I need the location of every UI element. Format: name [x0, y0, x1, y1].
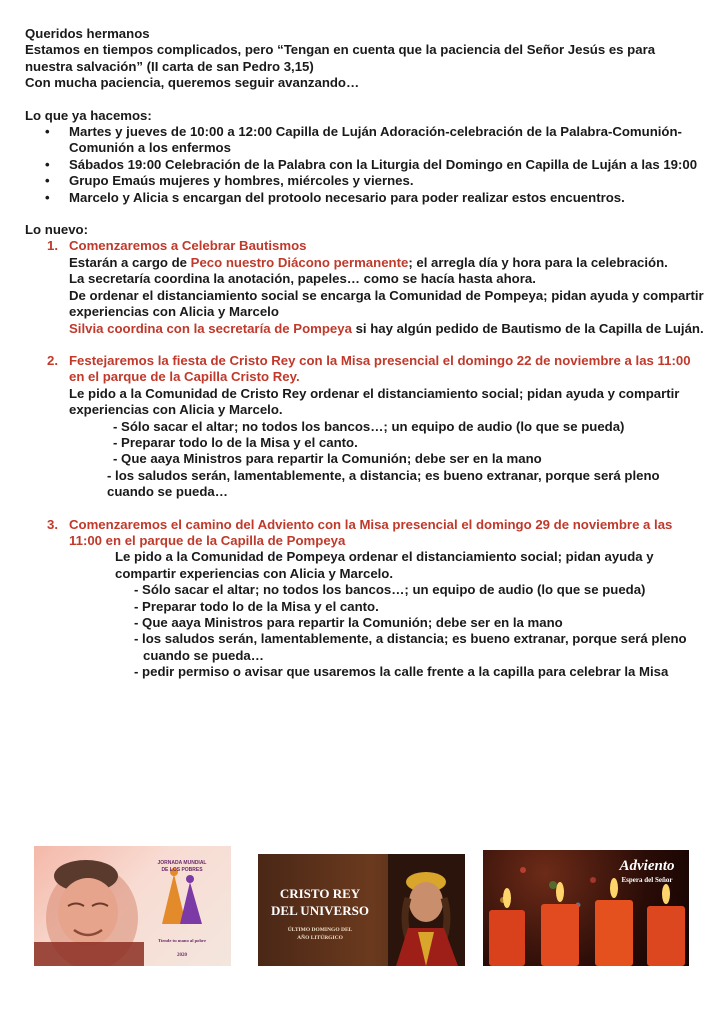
- cristo-rey-title-1: CRISTO REY: [279, 886, 361, 901]
- adviento-title: Adviento: [619, 858, 675, 874]
- cristo-rey-title-2: DEL UNIVERSO: [271, 903, 369, 918]
- dash-item: - Preparar todo lo de la Misa y el canto.: [113, 434, 358, 450]
- item-number: 1.: [47, 238, 58, 254]
- cristo-rey-illustration: [258, 854, 465, 966]
- greeting: Queridos hermanos: [25, 26, 150, 41]
- dash-item: - Que aaya Ministros para repartir la Comunión; debe ser en la mano: [134, 615, 563, 630]
- intro-paragraph: Estamos en tiempos complicados, pero “Tengan en cuenta que la paciencia del Señor Jesús es para nuestra salvación” (II carta de san Pedro 3,15): [25, 42, 656, 74]
- item-line: Le pido a la Comunidad de Cristo Rey ordenar el distanciamiento social; pidan ayuda y compartir experiencias con Alicia y Marcelo.: [69, 385, 680, 418]
- ya-list: [25, 124, 705, 206]
- cristo-rey-image: [258, 854, 465, 966]
- item-line: Estarán a cargo de Peco nuestro Diácono permanente; el arregla día y hora para la celebración.: [69, 254, 668, 270]
- section-title-nuevo: Lo nuevo:: [25, 222, 89, 238]
- list-item: • Grupo Emaús mujeres y hombres, miércoles y viernes.: [25, 173, 705, 189]
- cristo-rey-sub-1: ÚLTIMO DOMINGO DEL: [287, 927, 353, 933]
- highlight-text: Peco nuestro Diácono permanente: [190, 254, 409, 270]
- letter-body: [25, 26, 705, 681]
- dash-item: - Sólo sacar el altar; no todos los bancos…; un equipo de audio (lo que se pueda): [134, 582, 646, 598]
- item-line: De ordenar el distanciamiento social se encarga la Comunidad de Pompeya; pidan ayuda y compartir experiencias con Alicia y Marcelo: [69, 287, 704, 320]
- item-title: Festejaremos la fiesta de Cristo Rey con la Misa presencial el domingo 22 de noviembre a las 11:00 en el parque de la Capilla Cristo Rey.: [69, 352, 691, 385]
- image-strip: [0, 846, 724, 968]
- adviento-subtitle: Espera del Señor: [621, 876, 673, 884]
- jornada-text-1: JORNADA MUNDIAL: [157, 860, 207, 866]
- list-item: • Martes y jueves de 10:00 a 12:00 Capilla de Luján Adoración-celebración de la Palabra-Comunión-Comunión a los enfermos: [25, 124, 705, 157]
- nuevo-item-1: [25, 238, 705, 336]
- item-line: Silvia coordina con la secretaría de Pompeya si hay algún pedido de Bautismo de la Capilla de Luján.: [69, 320, 704, 336]
- dash-item: - Sólo sacar el altar; no todos los bancos…; un equipo de audio (lo que se pueda): [113, 418, 625, 434]
- item-number: 2.: [47, 352, 58, 368]
- item-line: La secretaría coordina la anotación, papeles… como se hacía hasta ahora.: [69, 271, 536, 287]
- item-title: Comenzaremos a Celebrar Bautismos: [69, 238, 307, 254]
- jornada-caption: Tiende tu mano al pobre: [157, 938, 207, 943]
- adviento-image: [483, 850, 689, 966]
- cristo-rey-sub-2: AÑO LITÚRGICO: [297, 935, 343, 941]
- jornada-text-2: DE LOS POBRES: [161, 867, 203, 873]
- list-item: • Marcelo y Alicia s encargan del protoolo necesario para poder realizar estos encuentros.: [25, 190, 705, 206]
- intro-closing: Con mucha paciencia, queremos seguir avanzando…: [25, 75, 360, 91]
- nuevo-item-2: [25, 353, 705, 419]
- item-title: Comenzaremos el camino del Adviento con la Misa presencial el domingo 29 de noviembre a las 11:00 en el parque de la Capilla de Pompeya: [69, 516, 673, 548]
- highlight-text: Silvia coordina con la secretaría de Pompeya: [69, 320, 352, 336]
- list-item: • Sábados 19:00 Celebración de la Palabra con la Liturgia del Domingo en Capilla de Luján a las 19:00: [25, 157, 705, 173]
- adviento-illustration: [483, 850, 689, 966]
- dash-item: - los saludos serán, lamentablemente, a distancia; es bueno extranar, porque será pleno cuando se pueda…: [134, 631, 687, 663]
- jornada-year: 2020: [177, 953, 187, 958]
- dash-item: - Que aaya Ministros para repartir la Comunión; debe ser en la mano: [113, 451, 542, 467]
- dash-item: - Preparar todo lo de la Misa y el canto.: [134, 598, 379, 614]
- item-line: Le pido a la Comunidad de Pompeya ordenar el distanciamiento social; pidan ayuda y compartir experiencias con Alicia y Marcelo.: [115, 549, 654, 581]
- item-number: 3.: [47, 516, 58, 532]
- nuevo-item-3: [25, 517, 705, 550]
- dash-item: - los saludos serán, lamentablemente, a distancia; es bueno extranar, porque será pleno cuando se pueda…: [107, 467, 660, 500]
- jornada-illustration: [34, 846, 231, 966]
- section-title-ya: Lo que ya hacemos:: [25, 107, 152, 123]
- dash-item: - pedir permiso o avisar que usaremos la calle frente a la capilla para celebrar la Misa: [134, 664, 669, 680]
- jornada-pobres-image: [34, 846, 231, 966]
